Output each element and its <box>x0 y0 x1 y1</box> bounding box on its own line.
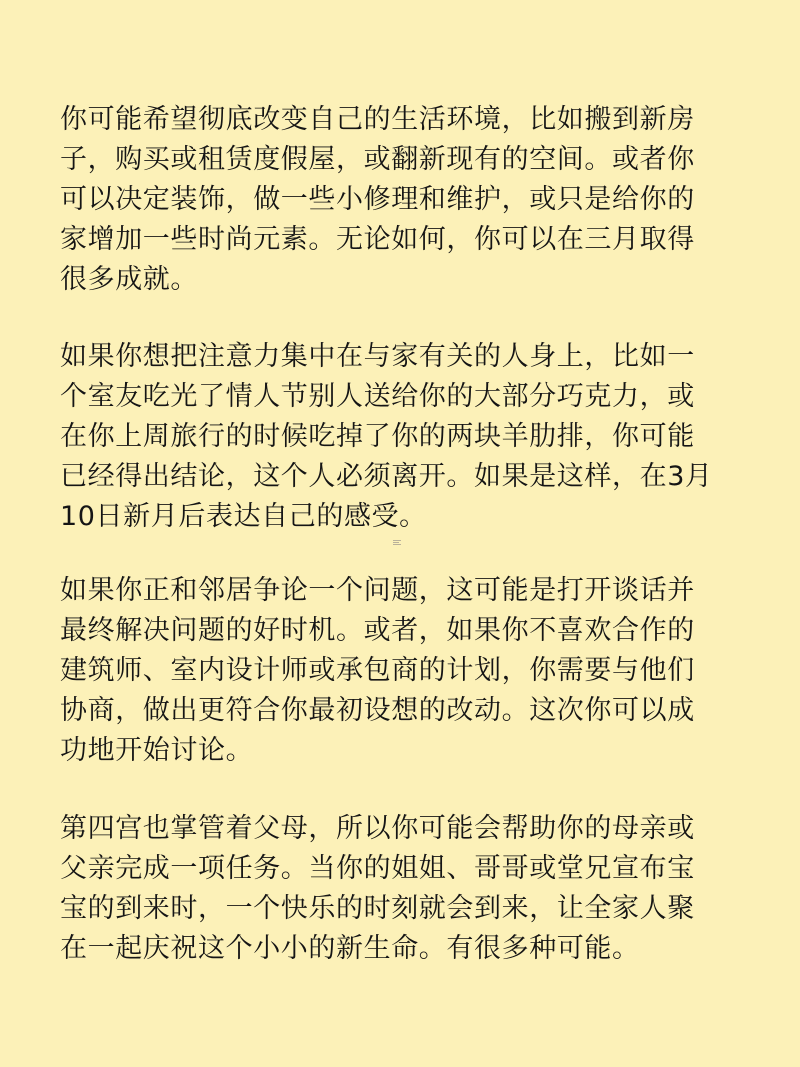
paragraph-2: 如果你想把注意力集中在与家有关的人身上，比如一 个室友吃光了情人节别人送给你的大部分巧克力，或 在你上周旅行的时候吃掉了你的两块羊肋排，你可能 已经得出结论，这个人必须离开。如果是这样，在3月 10日新月后表达自己的感受。 <box>60 341 713 532</box>
paragraph-4: 第四宫也掌管着父母，所以你可能会帮助你的母亲或 父亲完成一项任务。当你的姐姐、哥哥或堂兄宣布宝 宝的到来时，一个快乐的时刻就会到来，让全家人聚 在一起庆祝这个小小的新生命。有很多种可能。 <box>60 813 695 964</box>
paragraph-1: 你可能希望彻底改变自己的生活环境，比如搬到新房 子，购买或租赁度假屋，或翻新现有的空间。或者你 可以决定装饰，做一些小修理和维护，或只是给你的 家增加一些时尚元素。无论如何，你可以在三月取得 很多成就。 <box>60 104 695 295</box>
paragraph-3: 如果你正和邻居争论一个问题，这可能是打开谈话并 最终解决问题的好时机。或者，如果你不喜欢合作的 建筑师、室内设计师或承包商的计划，你需要与他们 协商，做出更符合你最初设想的改动。这次你可以成 功地开始讨论。 <box>60 575 695 766</box>
small-mark-icon <box>393 540 401 545</box>
